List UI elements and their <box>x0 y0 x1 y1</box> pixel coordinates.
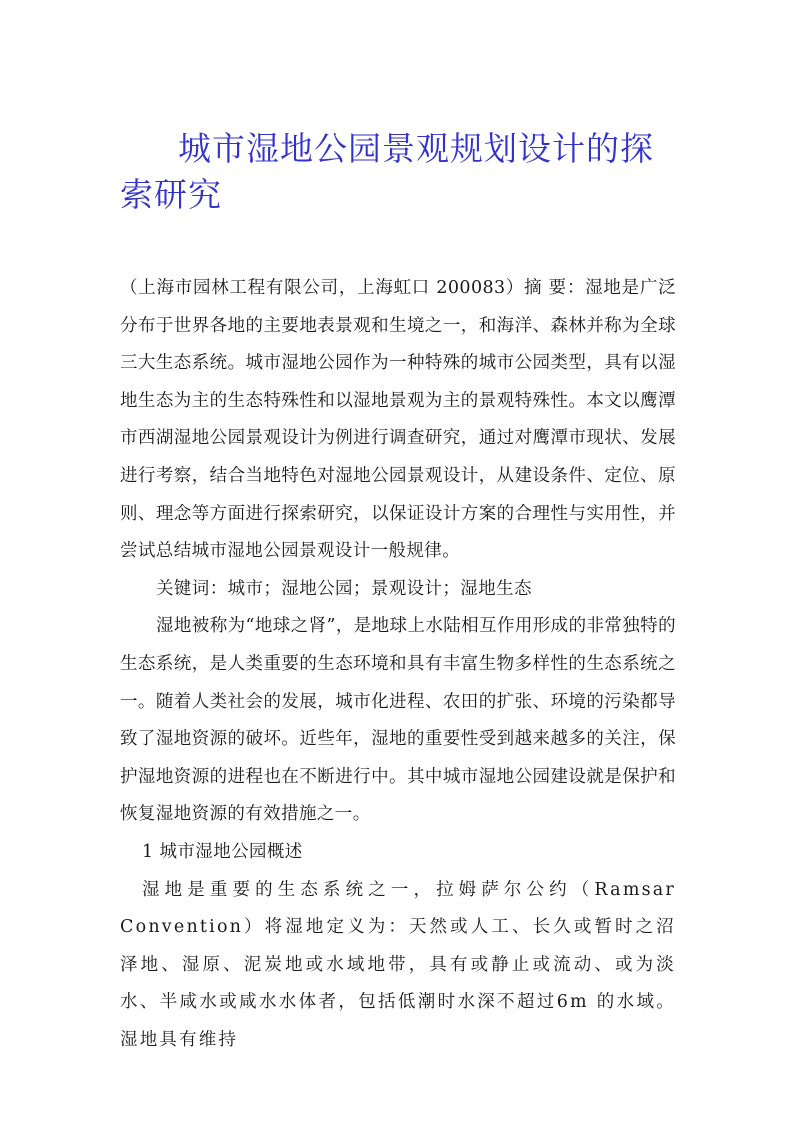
section-heading: 1 城市湿地公园概述 <box>142 841 303 862</box>
keywords-line: 关键词：城市；湿地公园；景观设计；湿地生态 <box>156 578 532 599</box>
section-paragraph: 湿地是重要的生态系统之一，拉姆萨尔公约（Ramsar Convention）将湿地定义为：天然或人工、长久或暂时之沼泽地、湿原、泥炭地或水域地带，具有或静止或流动、或为淡水、半咸水或咸水水体者，包括低潮时水深不超过6m 的水域。湿地具有维持 <box>120 879 676 1050</box>
document-title: 城市湿地公园景观规划设计的探索研究 <box>120 129 654 214</box>
intro-paragraph: 湿地被称为“地球之肾”，是地球上水陆相互作用形成的非常独特的生态系统，是人类重要的生态环境和具有丰富生物多样性的生态系统之一。随着人类社会的发展，城市化进程、农田的扩张、环境的污染都导致了湿地资源的破坏。近些年，湿地的重要性受到越来越多的关注，保护湿地资源的进程也在不断进行中。其中城市湿地公园建设就是保护和恢复湿地资源的有效措施之一。 <box>120 616 676 825</box>
abstract-paragraph: （上海市园林工程有限公司，上海虹口 200083）摘 要：湿地是广泛分布于世界各地的主要地表景观和生境之一，和海洋、森林并称为全球三大生态系统。城市湿地公园作为一种特殊的城市公园类型，具有以湿地生态为主的生态特殊性和以湿地景观为主的景观特殊性。本文以鹰潭市西湖湿地公园景观设计为例进行调查研究，通过对鹰潭市现状、发展进行考察，结合当地特色对湿地公园景观设计，从建设条件、定位、原则、理念等方面进行探索研究，以保证设计方案的合理性与实用性，并尝试总结城市湿地公园景观设计一般规律。 <box>120 278 676 562</box>
document-page <box>120 126 676 1059</box>
document-body <box>120 270 676 1059</box>
